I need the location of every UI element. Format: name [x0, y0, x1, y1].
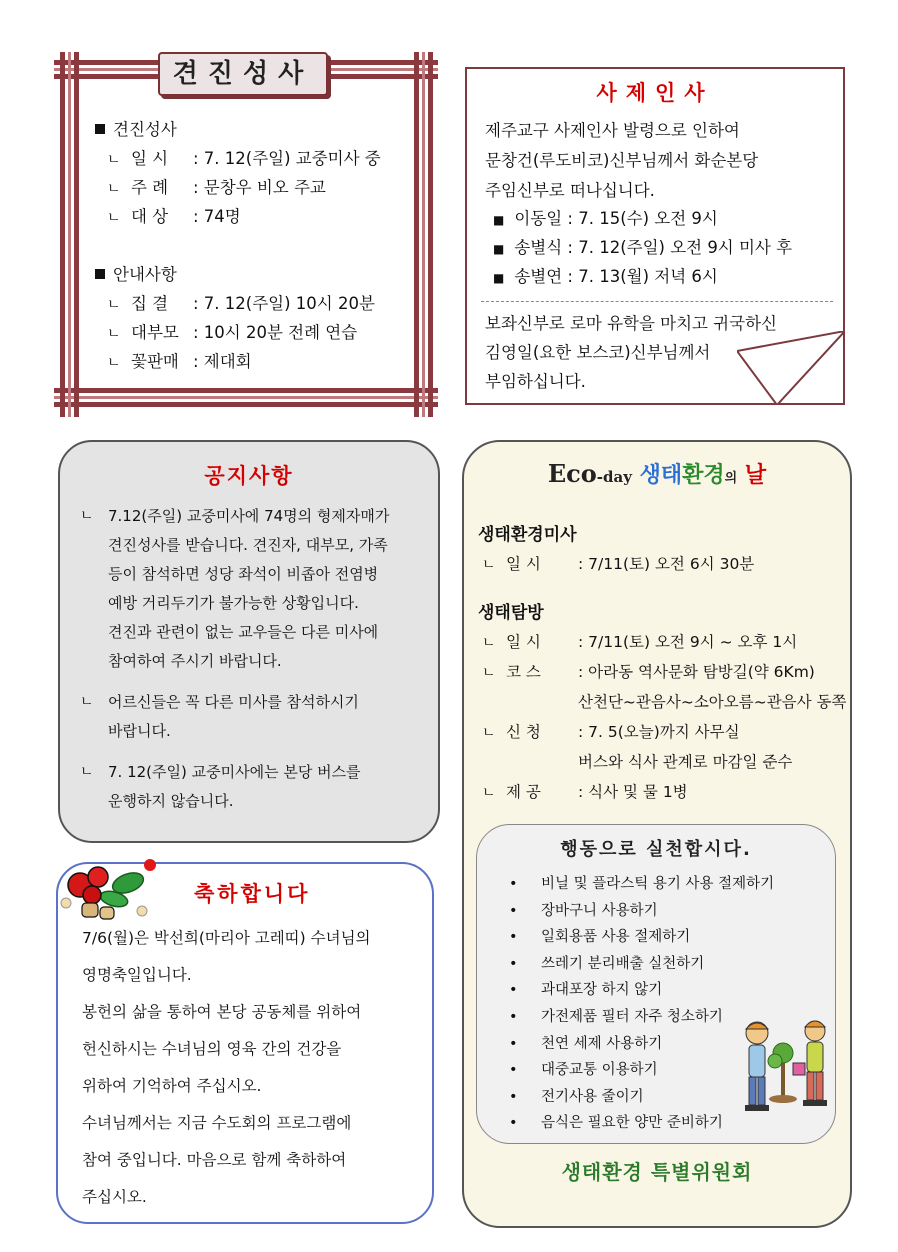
info-row: [95, 347, 415, 376]
eco-row: [482, 549, 754, 579]
eco-row-continued: 버스와 식사 관계로 마감일 준수: [578, 753, 793, 771]
eco-row: [482, 657, 847, 687]
frame-bottom-bar-1: [54, 388, 438, 393]
row-value: : 7/11(토) 오전 9시 ~ 오후 1시: [578, 633, 798, 651]
schedule-item: [493, 233, 792, 262]
greeting-schedule: [493, 204, 792, 291]
action-item: [509, 924, 774, 951]
action-item: [509, 1004, 774, 1031]
notice-line: 운행하지 않습니다.: [108, 792, 234, 810]
corner-mark-icon: ㄴ: [107, 152, 121, 168]
corner-mark-icon: ㄴ: [80, 764, 94, 780]
action-item: [509, 898, 774, 925]
intro-line: 제주교구 사제인사 발령으로 인하여: [485, 121, 740, 140]
bullet-icon: •: [509, 982, 518, 999]
action-text: 천연 세제 사용하기: [541, 1035, 663, 1052]
intro-line: 문창건(루도비코)신부님께서 화순본당: [485, 151, 759, 170]
row-label: 꽃판매: [131, 352, 179, 371]
corner-mark-icon: ㄴ: [107, 297, 121, 313]
eco-mass-heading: 생태환경미사: [478, 525, 577, 545]
notice-line: 어르신들은 꼭 다른 미사를 참석하시기: [108, 693, 359, 711]
title-day-word: -day: [596, 468, 632, 486]
row-value: : 아라동 역사문화 탐방길(약 6Km): [578, 663, 815, 681]
title-eco-word: Eco: [547, 459, 597, 488]
action-item: [509, 951, 774, 978]
notice-line: 7.12(주일) 교중미사에 74명의 형제자매가: [108, 507, 390, 525]
row-label: 일 시: [506, 633, 541, 651]
congrats-line: 헌신하시는 수녀님의 영육 간의 건강을: [82, 1040, 342, 1058]
row-value: : 제대회: [193, 352, 252, 371]
bullet-icon: •: [509, 1088, 518, 1105]
schedule-item: [493, 204, 792, 233]
title-particle: 의: [724, 471, 738, 486]
notice-line: 견진과 관련이 없는 교우들은 다른 미사에: [108, 623, 379, 641]
action-text: 과대포장 하지 않기: [541, 982, 663, 999]
action-text: 대중교통 이용하기: [541, 1062, 658, 1079]
eco-row: [482, 777, 847, 807]
frame-right-bar-2: [422, 52, 425, 417]
congrats-line: 주십시오.: [82, 1188, 147, 1206]
row-label: 집 결: [131, 294, 169, 313]
congrats-line: 7/6(월)은 박선희(마리아 고레띠) 수녀님의: [82, 929, 371, 947]
notice-line: 등이 참석하면 성당 좌석이 비좁아 전염병: [108, 565, 379, 583]
square-bullet-icon: ■: [493, 213, 505, 227]
row-label: 코 스: [506, 663, 541, 681]
greeting-intro: [485, 116, 845, 206]
action-text: 비닐 및 플라스틱 용기 사용 절제하기: [541, 876, 775, 892]
notice-item: [80, 688, 430, 746]
notice-item: [80, 758, 430, 816]
corner-mark-icon: ㄴ: [107, 181, 121, 197]
notice-line: 견진성사를 받습니다. 견진자, 대부모, 가족: [108, 536, 388, 554]
eco-day-box: [462, 440, 852, 1228]
intro-line: 주임신부로 떠나십니다.: [485, 181, 655, 200]
frame-left-bar-1: [60, 52, 65, 417]
square-bullet-icon: ■: [493, 271, 505, 285]
bullet-icon: •: [509, 876, 518, 892]
action-text: 일회용품 사용 절제하기: [541, 929, 691, 946]
congrats-line: 참여 중입니다. 마음으로 함께 축하하여: [82, 1151, 347, 1169]
congrats-line: 위하여 기억하여 주십시오.: [82, 1077, 262, 1095]
bullet-icon: •: [509, 1008, 518, 1025]
schedule-text: 이동일 : 7. 15(수) 오전 9시: [514, 209, 718, 228]
action-text: 장바구니 사용하기: [541, 902, 658, 919]
row-value: : 7. 5(오늘)까지 사무실: [578, 723, 740, 741]
eco-committee-footer: 생태환경 특별위원회: [561, 1160, 753, 1184]
action-box: [476, 824, 836, 1144]
action-item: [509, 871, 774, 898]
row-label: 신 청: [506, 723, 541, 741]
action-item: [509, 1084, 774, 1111]
notice-box: [58, 440, 440, 843]
section-title: 안내사항: [113, 265, 177, 284]
note-line: 부임하십니다.: [485, 372, 586, 391]
frame-bottom-bar-3: [54, 402, 438, 407]
corner-mark-icon: ㄴ: [482, 665, 496, 681]
title-ecology-word: 생태: [639, 463, 683, 488]
congrats-line: 수녀님께서는 지금 수도회의 프로그램에: [82, 1114, 352, 1132]
congratulations-text: [82, 920, 422, 1216]
frame-left-bar-3: [74, 52, 79, 417]
action-text: 음식은 필요한 양만 준비하기: [541, 1115, 723, 1132]
info-row: [95, 173, 415, 202]
title-day-korean: 날: [744, 463, 767, 488]
note-line: 김영일(요한 보스코)신부님께서: [485, 343, 711, 362]
action-item: [509, 1110, 774, 1137]
info-row: [95, 202, 415, 231]
congratulations-title: 축하합니다: [194, 882, 311, 906]
greeting-title: 사제인사: [596, 81, 714, 105]
row-value: : 7/11(토) 오전 6시 30분: [578, 555, 755, 573]
row-value: : 7. 12(주일) 10시 20분: [193, 294, 375, 313]
greeting-note: [485, 309, 777, 396]
bullet-icon: •: [509, 1115, 518, 1132]
action-title: 행동으로 실천합시다.: [560, 839, 752, 860]
corner-mark-icon: ㄴ: [107, 326, 121, 342]
square-bullet-icon: [95, 124, 105, 134]
bullet-icon: •: [509, 955, 518, 972]
corner-mark-icon: ㄴ: [482, 635, 496, 651]
frame-left-bar-2: [68, 52, 71, 417]
eco-tour-rows: [482, 627, 847, 807]
square-bullet-icon: [95, 269, 105, 279]
corner-mark-icon: ㄴ: [107, 210, 121, 226]
notice-item: [80, 502, 430, 676]
info-row: [95, 144, 415, 173]
flower-bouquet-icon: [58, 855, 162, 925]
eco-row-continued: 산천단~관음사~소아오름~관음사 동쪽: [578, 693, 847, 711]
frame-bottom-bar-2: [54, 396, 438, 399]
schedule-text: 송별식 : 7. 12(주일) 오전 9시 미사 후: [514, 238, 793, 257]
eco-day-title: [464, 458, 850, 489]
eco-mass-rows: [482, 549, 754, 579]
info-row: [95, 289, 415, 318]
row-label: 제 공: [506, 783, 541, 801]
folded-corner-icon: [737, 331, 845, 405]
notice-line: 참여하여 주시기 바랍니다.: [108, 652, 282, 670]
notice-line: 7. 12(주일) 교중미사에는 본당 버스를: [108, 763, 361, 781]
notice-title: 공지사항: [204, 464, 294, 488]
row-value: : 10시 20분 전례 연습: [193, 323, 358, 342]
row-label: 일 시: [506, 555, 541, 573]
row-label: 대부모: [131, 323, 179, 342]
eco-row: [482, 717, 847, 747]
action-text: 가전제품 필터 자주 청소하기: [541, 1008, 723, 1025]
bullet-icon: •: [509, 1062, 518, 1079]
row-value: : 식사 및 물 1병: [578, 783, 688, 801]
row-value: : 7. 12(주일) 교중미사 중: [193, 149, 381, 168]
row-label: 일 시: [131, 149, 169, 168]
corner-mark-icon: ㄴ: [482, 557, 496, 573]
schedule-item: [493, 262, 792, 291]
corner-mark-icon: ㄴ: [482, 725, 496, 741]
corner-mark-icon: ㄴ: [80, 694, 94, 710]
note-line: 보좌신부로 로마 유학을 마치고 귀국하신: [485, 314, 777, 333]
notice-line: 예방 거리두기가 불가능한 상황입니다.: [108, 594, 359, 612]
row-label: 대 상: [131, 207, 169, 226]
frame-right-bar-3: [428, 52, 433, 417]
action-list: [509, 871, 774, 1137]
row-value: : 74명: [193, 207, 241, 226]
eco-tour-heading: 생태탐방: [478, 603, 544, 623]
notice-list: [80, 502, 430, 816]
row-label: 주 례: [131, 178, 169, 197]
corner-mark-icon: ㄴ: [80, 508, 94, 524]
title-environment-word: 환경: [682, 463, 725, 488]
action-item: [509, 977, 774, 1004]
action-text: 쓰레기 분리배출 실천하기: [541, 955, 705, 972]
children-planting-tree-icon: [739, 1017, 835, 1125]
action-item: [509, 1057, 774, 1084]
eco-row: [482, 627, 847, 657]
dashed-divider: [481, 301, 833, 302]
action-item: [509, 1031, 774, 1058]
bullet-icon: •: [509, 1035, 518, 1052]
schedule-text: 송별연 : 7. 13(월) 저녁 6시: [514, 267, 718, 286]
corner-mark-icon: ㄴ: [482, 785, 496, 801]
priest-greeting-box: [465, 67, 845, 405]
corner-mark-icon: ㄴ: [107, 355, 121, 371]
section-heading: [95, 115, 415, 144]
info-row: [95, 318, 415, 347]
square-bullet-icon: ■: [493, 242, 505, 256]
action-text: 전기사용 줄이기: [541, 1088, 644, 1105]
bullet-icon: •: [509, 929, 518, 946]
bullet-icon: •: [509, 902, 518, 919]
row-value: : 문창우 비오 주교: [193, 178, 326, 197]
section-title: 견진성사: [113, 120, 177, 139]
congrats-line: 영명축일입니다.: [82, 966, 192, 984]
notice-line: 바랍니다.: [108, 722, 171, 740]
confirmation-body: [95, 115, 415, 376]
section-heading: [95, 260, 415, 289]
confirmation-title: 견진성사: [158, 52, 328, 96]
congrats-line: 봉헌의 삶을 통하여 본당 공동체를 위하여: [82, 1003, 362, 1021]
